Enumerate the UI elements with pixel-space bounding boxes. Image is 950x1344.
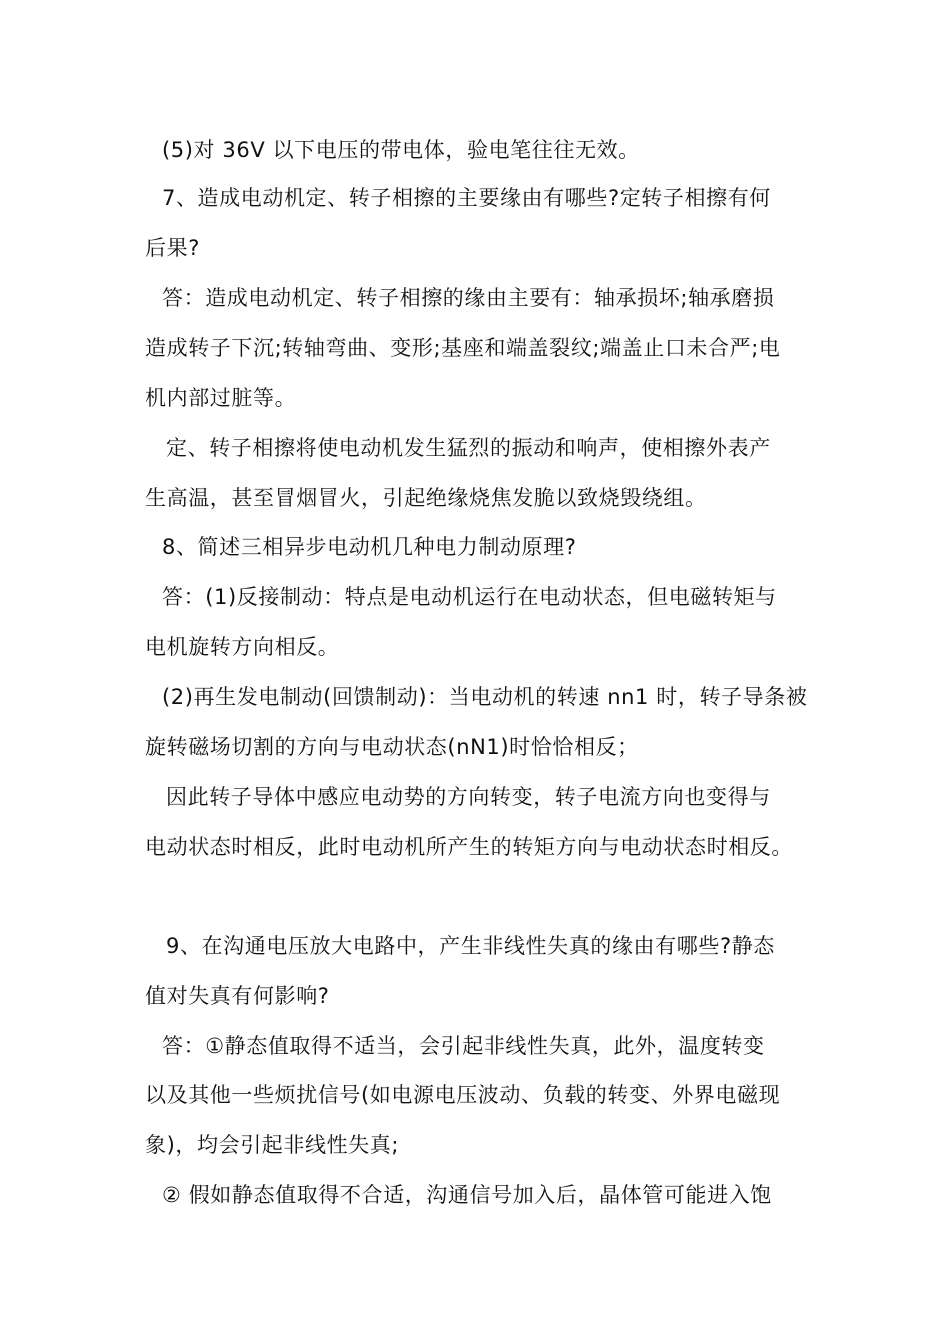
text-line-12: (2)再生发电制动(回馈制动)：当电动机的转速 nn1 时，转子导条被 xyxy=(162,685,808,709)
text-line-16: 9、在沟通电压放大电路中，产生非线性失真的缘由有哪些?静态 xyxy=(166,934,775,958)
text-line-18: 答：①静态值取得不适当，会引起非线性失真，此外，温度转变 xyxy=(162,1034,765,1058)
text-line-20: 象)，均会引起非线性失真; xyxy=(145,1133,400,1157)
text-line-6: 机内部过脏等。 xyxy=(145,386,297,410)
text-line-1: (5)对 36V 以下电压的带电体，验电笔往往无效。 xyxy=(162,138,640,162)
text-line-17: 值对失真有何影响? xyxy=(145,984,330,1008)
text-line-3: 后果? xyxy=(145,236,200,260)
text-line-5: 造成转子下沉;转轴弯曲、变形;基座和端盖裂纹;端盖止口未合严;电 xyxy=(145,336,781,360)
text-line-8: 生高温，甚至冒烟冒火，引起绝缘烧焦发脆以致烧毁绕组。 xyxy=(145,486,707,510)
text-line-2: 7、造成电动机定、转子相擦的主要缘由有哪些?定转子相擦有何 xyxy=(162,186,771,210)
text-line-10: 答：(1)反接制动：特点是电动机运行在电动状态，但电磁转矩与 xyxy=(162,585,777,609)
text-line-14: 因此转子导体中感应电动势的方向转变，转子电流方向也变得与 xyxy=(166,785,771,809)
text-line-13: 旋转磁场切割的方向与电动状态(nN1)时恰恰相反； xyxy=(145,735,639,759)
text-line-15: 电动状态时相反，此时电动机所产生的转矩方向与电动状态时相反。 xyxy=(145,835,793,859)
text-line-4: 答：造成电动机定、转子相擦的缘由主要有：轴承损坏;轴承磨损 xyxy=(162,286,775,310)
text-line-19: 以及其他一些烦扰信号(如电源电压波动、负载的转变、外界电磁现 xyxy=(145,1083,781,1107)
text-line-11: 电机旋转方向相反。 xyxy=(145,635,340,659)
text-line-9: 8、简述三相异步电动机几种电力制动原理? xyxy=(162,535,577,559)
text-line-21: ② 假如静态值取得不合适，沟通信号加入后，晶体管可能进入饱 xyxy=(162,1183,772,1207)
text-line-7: 定、转子相擦将使电动机发生猛烈的振动和响声，使相擦外表产 xyxy=(166,436,771,460)
